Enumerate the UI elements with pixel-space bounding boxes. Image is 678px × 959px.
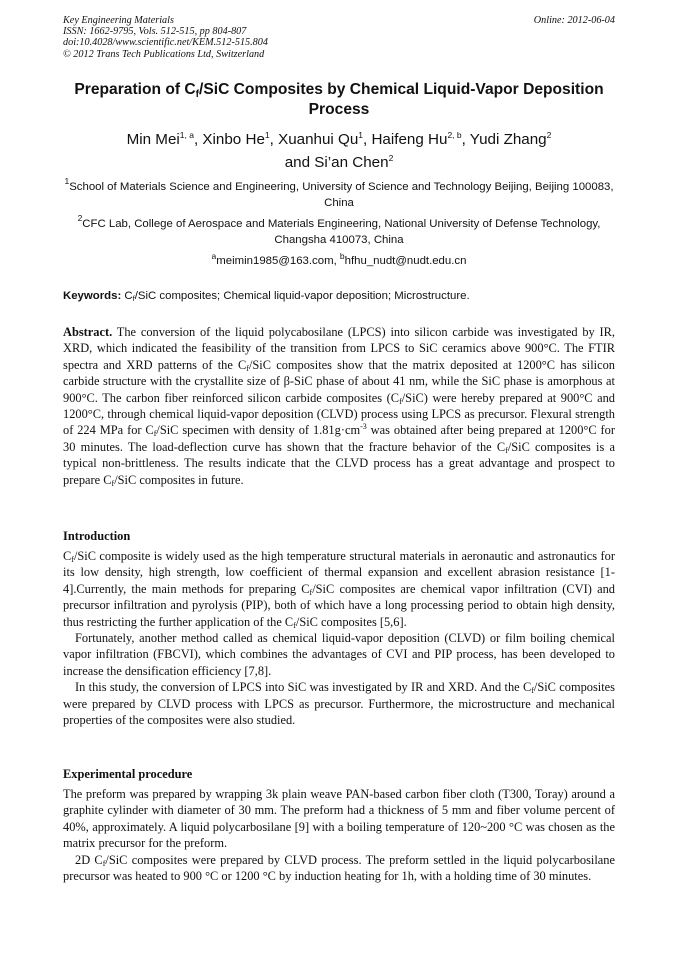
paragraph <box>63 679 615 728</box>
issn-line: ISSN: 1662-9795, Vols. 512-515, pp 804-807 <box>63 26 247 38</box>
abstract <box>63 324 615 488</box>
author-affiliation-mark: 2 <box>546 130 552 140</box>
author-name: and Si’an Chen <box>284 154 389 171</box>
keyword-text: /SiC composites; Chemical liquid-vapor deposition; Microstructure. <box>134 290 470 302</box>
subscript: f <box>505 445 508 455</box>
affiliation-mark: 2 <box>77 213 83 223</box>
paragraph-text: 2D C <box>75 852 103 867</box>
paragraph-text: /SiC composites are chemical vapor infiltration (CVI) and precursor infiltration and pyrolysis (PIP), both of which have a long processing period to obtain high density, thus restricting the further application of the C <box>63 581 615 629</box>
keywords <box>63 289 615 304</box>
subscript: f <box>246 363 249 373</box>
author-affiliation-mark: 2 <box>388 153 394 163</box>
title-subscript: f <box>195 89 200 100</box>
email-mark: b <box>339 251 345 261</box>
abstract-text: was obtained after being prepared at 1200°C for 30 minutes. The load-deflection curve has shown that the fracture behavior of the C <box>63 423 615 454</box>
author-name: , Xinbo He <box>193 131 265 148</box>
author-list <box>63 128 615 174</box>
abstract-text: /SiC composites in future. <box>114 472 244 487</box>
subscript: f <box>153 429 157 439</box>
abstract-text: The conversion of the liquid polycabosilane (LPCS) into silicon carbide was investigated by IR, XRD, which indicated the feasibility of the transition from LPCS to SiC ceramics above 900°C. The FTIR spectra and XRD patterns of the C <box>63 325 615 372</box>
paper-title <box>63 80 615 120</box>
title-part: Preparation of C <box>74 81 196 98</box>
affiliation-2 <box>63 213 615 248</box>
online-date: Online: 2012-06-04 <box>533 15 615 26</box>
keywords-label: Keywords: <box>63 290 122 302</box>
abstract-text: /SiC specimen with density of 1.81g·cm <box>156 423 361 438</box>
author-affiliation-mark: 1 <box>264 130 270 140</box>
subscript: f <box>309 587 313 597</box>
paragraph-text: C <box>63 549 72 563</box>
author-affiliation-mark: 1, a <box>179 130 194 140</box>
affiliation-text: School of Materials Science and Engineering, University of Science and Technology Beijing, Beijing 100083, China <box>69 181 614 209</box>
email-mark: a <box>211 251 217 261</box>
author-name: , Xuanhui Qu <box>269 131 359 148</box>
affiliation-mark: 1 <box>64 176 70 186</box>
introduction-body <box>63 548 615 728</box>
paragraph: Fortunately, another method called as chemical liquid-vapor deposition (CLVD) or film boiling chemical vapor infiltration (FBCVI), which combines the advantages of CVI and PIP process, has been developed to increase the densification efficiency [7,8]. <box>63 631 615 678</box>
keyword-text: C <box>121 290 133 302</box>
affiliation-text: CFC Lab, College of Aerospace and Materials Engineering, National University of Defense Technology, Changsha 410073, China <box>82 218 601 246</box>
subscript: f <box>102 858 106 868</box>
abstract-text: /SiC) were hereby prepared at 900°C and 1200°C, through chemical liquid-vapor deposition (CLVD) process using LPCS as precursor. Flexural strength of 224 MPa for C <box>63 390 616 438</box>
email-link[interactable]: meimin1985@163.com, <box>216 255 340 267</box>
author-name: Min Mei <box>126 131 180 148</box>
subscript: f <box>531 686 534 696</box>
affiliation-1 <box>63 176 615 211</box>
abstract-label: Abstract. <box>63 325 113 339</box>
superscript: -3 <box>360 422 367 432</box>
author-affiliation-mark: 2, b <box>447 130 462 140</box>
journal-header <box>63 15 615 60</box>
doi-line[interactable]: doi:10.4028/www.scientific.net/KEM.512-515.804 <box>63 37 268 49</box>
copyright-line: © 2012 Trans Tech Publications Ltd, Switzerland <box>63 48 265 60</box>
paragraph <box>63 548 615 630</box>
subscript: f <box>399 396 402 406</box>
keyword-subscript: f <box>132 294 135 303</box>
paragraph: The preform was prepared by wrapping 3k plain weave PAN-based carbon fiber cloth (T300, Toray) around a graphite cylinder with diameter of 30 mm. The preform had a thickness of 5 mm and fiber volume percent of 40%, approximately. A liquid polycarbosilane [9] with a boiling temperature of 120~200 °C was chosen as the matrix precursor for the preform. <box>63 787 615 851</box>
abstract-text: /SiC composites is a typical non-brittleness. The results indicate that the CLVD process has a great advantage and prospect to prepare C <box>63 439 615 487</box>
author-name: , Haifeng Hu <box>363 131 448 148</box>
author-name: , Yudi Zhang <box>461 131 547 148</box>
subscript: f <box>293 620 296 630</box>
journal-name: Key Engineering Materials <box>63 15 174 26</box>
section-heading-introduction: Introduction <box>63 529 131 543</box>
subscript: f <box>111 478 115 488</box>
abstract-text: /SiC composites show that the matrix deposited at 1200°C has silicon carbide structure with the crystallite size of β-SiC phase of about 41 nm, while the SiC phase is amorphous at 900°C. The carbon fiber reinforced silicon carbide composites (C <box>63 357 615 405</box>
paragraph-text: /SiC composite is widely used as the high temperature structural materials in aeronautic and astronautics for its low density, high strength, low coefficient of thermal expansion and excellent abrasion resistance [1-4].Currently, the main methods for preparing C <box>63 549 615 596</box>
email-link[interactable]: hfhu_nudt@nudt.edu.cn <box>344 255 467 267</box>
author-affiliation-mark: 1 <box>358 130 364 140</box>
section-heading-experimental: Experimental procedure <box>63 767 193 781</box>
paragraph-text: /SiC composites were prepared by CLVD process. The preform settled in the liquid polycarbosilane precursor was heated to 900 °C or 1200 °C by induction heating for 1h, with a holding time of 30 minutes. <box>63 852 615 884</box>
subscript: f <box>71 555 74 564</box>
experimental-body <box>63 786 615 884</box>
paragraph-text: /SiC composites [5,6]. <box>295 614 407 629</box>
author-emails <box>63 251 615 269</box>
title-part: /SiC Composites by Chemical Liquid-Vapor Deposition Process <box>199 81 604 118</box>
paragraph-text: /SiC composites were prepared by CLVD process with LPCS as precursor. Furthermore, the microstructure and mechanical properties of the composites were also studied. <box>63 680 616 728</box>
paragraph-text: In this study, the conversion of LPCS into SiC was investigated by IR and XRD. And the C <box>75 680 532 695</box>
paragraph <box>63 852 615 885</box>
